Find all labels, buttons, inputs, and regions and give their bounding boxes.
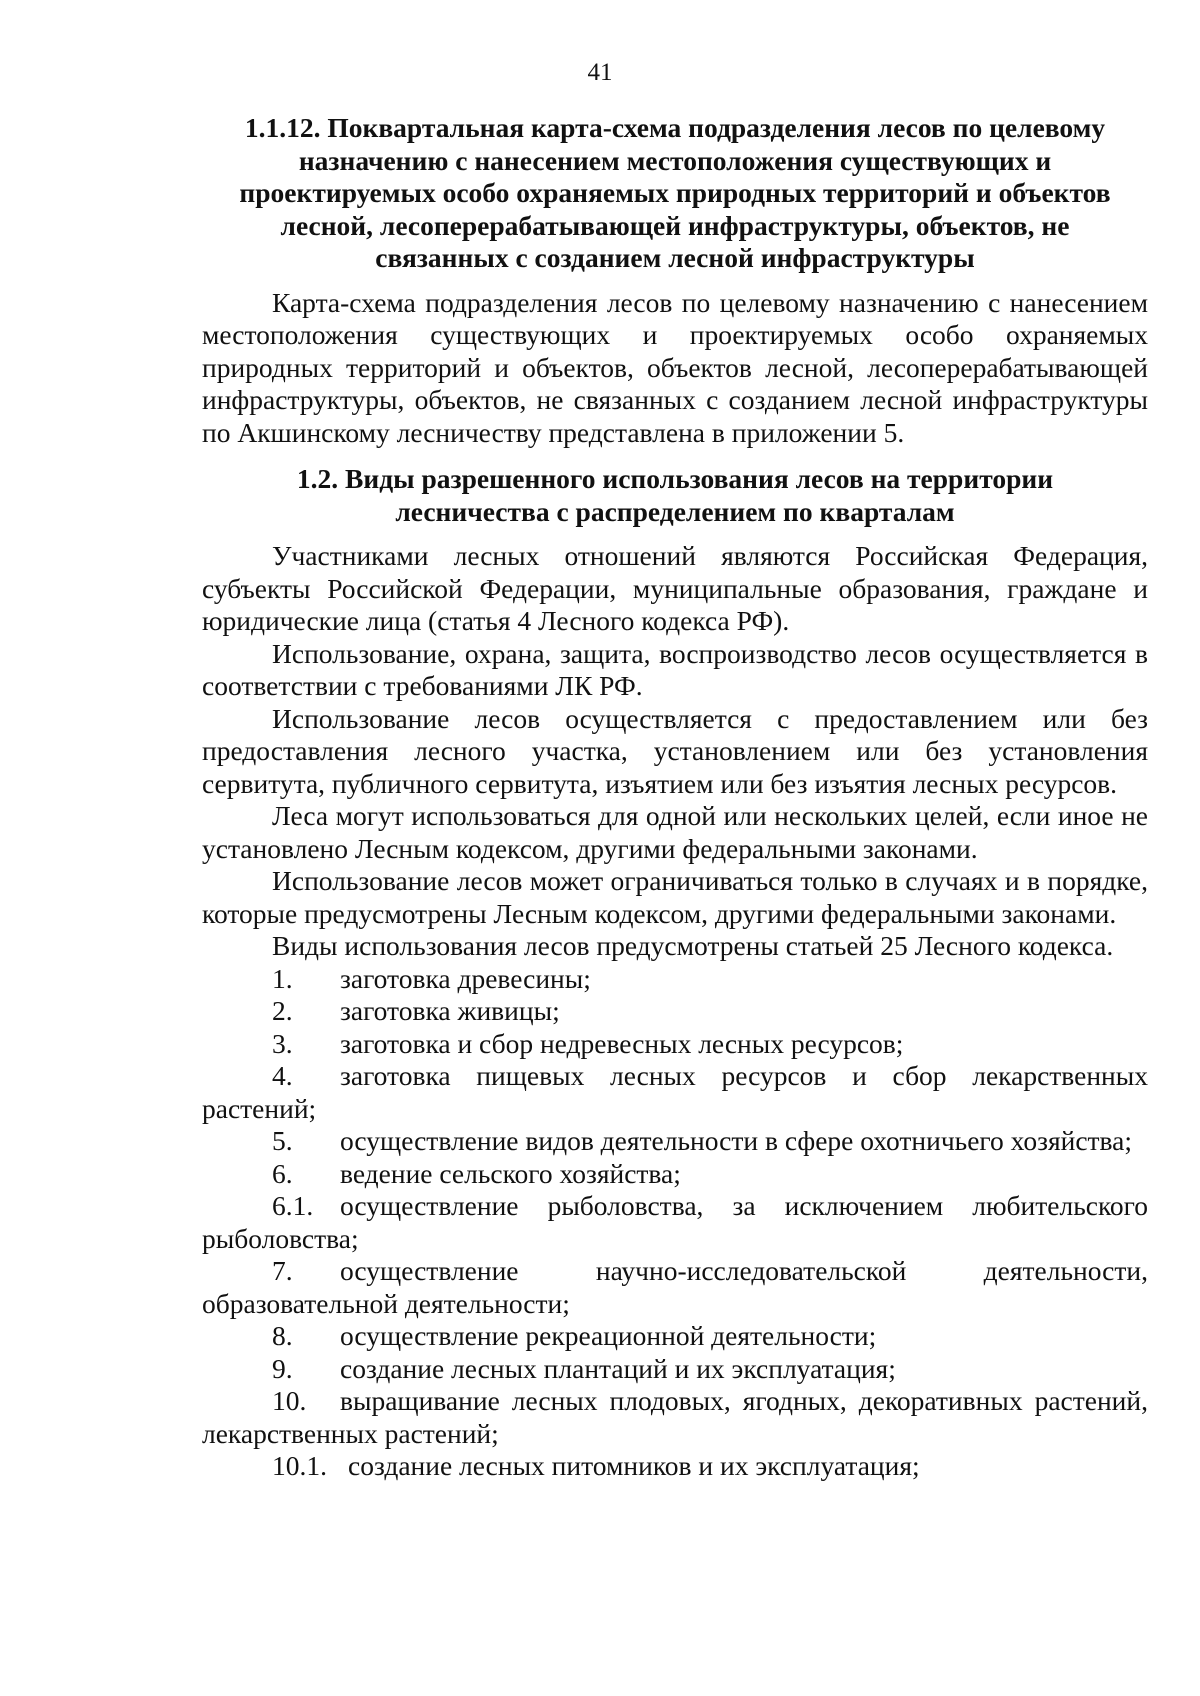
list-item xyxy=(202,1125,1148,1158)
list-item xyxy=(202,1190,1148,1255)
list-item-text: осуществление рекреационной деятельности; xyxy=(340,1320,877,1351)
types-of-use-list xyxy=(202,963,1148,1483)
list-item-text: осуществление рыболовства, за исключением любительского рыболовства; xyxy=(202,1190,1148,1254)
paragraph-restrictions: Использование лесов может ограничиваться только в случаях и в порядке, которые предусмотрены Лесным кодексом, другими федеральными законами. xyxy=(202,865,1148,929)
list-item-text: ведение сельского хозяйства; xyxy=(340,1157,681,1189)
list-item-number: 10.1. xyxy=(272,1450,327,1481)
list-item xyxy=(202,1450,1148,1483)
list-item xyxy=(202,1028,1148,1061)
section-heading-1-2: 1.2. Виды разрешенного использования лесов на территории лесничества с распределением по кварталам xyxy=(296,463,1054,527)
list-item-text: создание лесных питомников и их эксплуатация; xyxy=(348,1450,920,1481)
list-item-text: заготовка древесины; xyxy=(340,962,591,994)
paragraph-use-provision: Использование лесов осуществляется с предоставлением или без предоставления лесного участка, установлением или без установления сервитута, публичного сервитута, изъятием или без изъятия лесных ресурсов. xyxy=(202,702,1148,799)
list-item-text: заготовка пищевых лесных ресурсов и сбор лекарственных растений; xyxy=(202,1060,1148,1124)
list-item-text: выращивание лесных плодовых, ягодных, декоративных растений, лекарственных растений; xyxy=(202,1385,1148,1449)
list-item-number: 6.1. xyxy=(272,1190,314,1221)
list-item-number: 9. xyxy=(272,1352,293,1384)
list-item xyxy=(202,1255,1148,1320)
list-item xyxy=(202,1353,1148,1386)
list-item-number: 4. xyxy=(272,1060,293,1091)
page-number: 41 xyxy=(587,59,613,86)
list-item-text: заготовка и сбор недревесных лесных ресурсов; xyxy=(340,1027,904,1059)
paragraph-map-scheme: Карта-схема подразделения лесов по целевому назначению с нанесением местоположения существующих и проектируемых особо охраняемых природных территорий и объектов, объектов лесной, лесоперерабатывающей инфраструктуры, объектов, не связанных с созданием лесной инфраструктуры по Акшинскому лесничеству представлена в приложении 5. xyxy=(202,286,1148,448)
page-content xyxy=(202,112,1148,1483)
list-item-number: 10. xyxy=(272,1385,307,1416)
list-item-number: 1. xyxy=(272,962,293,994)
list-item-number: 3. xyxy=(272,1027,293,1059)
list-item-number: 6. xyxy=(272,1157,293,1189)
paragraph-participants: Участниками лесных отношений являются Российская Федерация, субъекты Российской Федерации, муниципальные образования, граждане и юридические лица (статья 4 Лесного кодекса РФ). xyxy=(202,540,1148,636)
list-item-number: 5. xyxy=(272,1125,293,1156)
paragraph-use-protection: Использование, охрана, защита, воспроизводство лесов осуществляется в соответствии с требованиями ЛК РФ. xyxy=(202,637,1148,701)
list-item-number: 2. xyxy=(272,995,293,1026)
list-item-number: 8. xyxy=(272,1320,293,1351)
list-item-text: создание лесных плантаций и их эксплуатация; xyxy=(340,1352,896,1384)
list-item xyxy=(202,1385,1148,1450)
list-item-text: осуществление научно-исследовательской деятельности, образовательной деятельности; xyxy=(202,1255,1148,1319)
list-item-text: заготовка живицы; xyxy=(340,995,560,1026)
section-heading-1-1-12: 1.1.12. Поквартальная карта-схема подразделения лесов по целевому назначению с нанесением местоположения существующих и проектируемых особо охраняемых природных территорий и объектов лесной, лесоперерабатывающей инфраструктуры, объектов, не связанных с созданием лесной инфраструктуры xyxy=(239,112,1111,273)
list-item xyxy=(202,1158,1148,1191)
list-item xyxy=(202,963,1148,996)
list-item-number: 7. xyxy=(272,1255,293,1286)
list-item xyxy=(202,1320,1148,1353)
paragraph-types-of-use: Виды использования лесов предусмотрены статьей 25 Лесного кодекса. xyxy=(272,930,1114,961)
list-item xyxy=(202,1060,1148,1125)
paragraph-multiple-purposes: Леса могут использоваться для одной или нескольких целей, если иное не установлено Лесным кодексом, другими федеральными законами. xyxy=(202,800,1148,864)
list-item xyxy=(202,995,1148,1028)
list-item-text: осуществление видов деятельности в сфере охотничьего хозяйства; xyxy=(340,1125,1133,1156)
